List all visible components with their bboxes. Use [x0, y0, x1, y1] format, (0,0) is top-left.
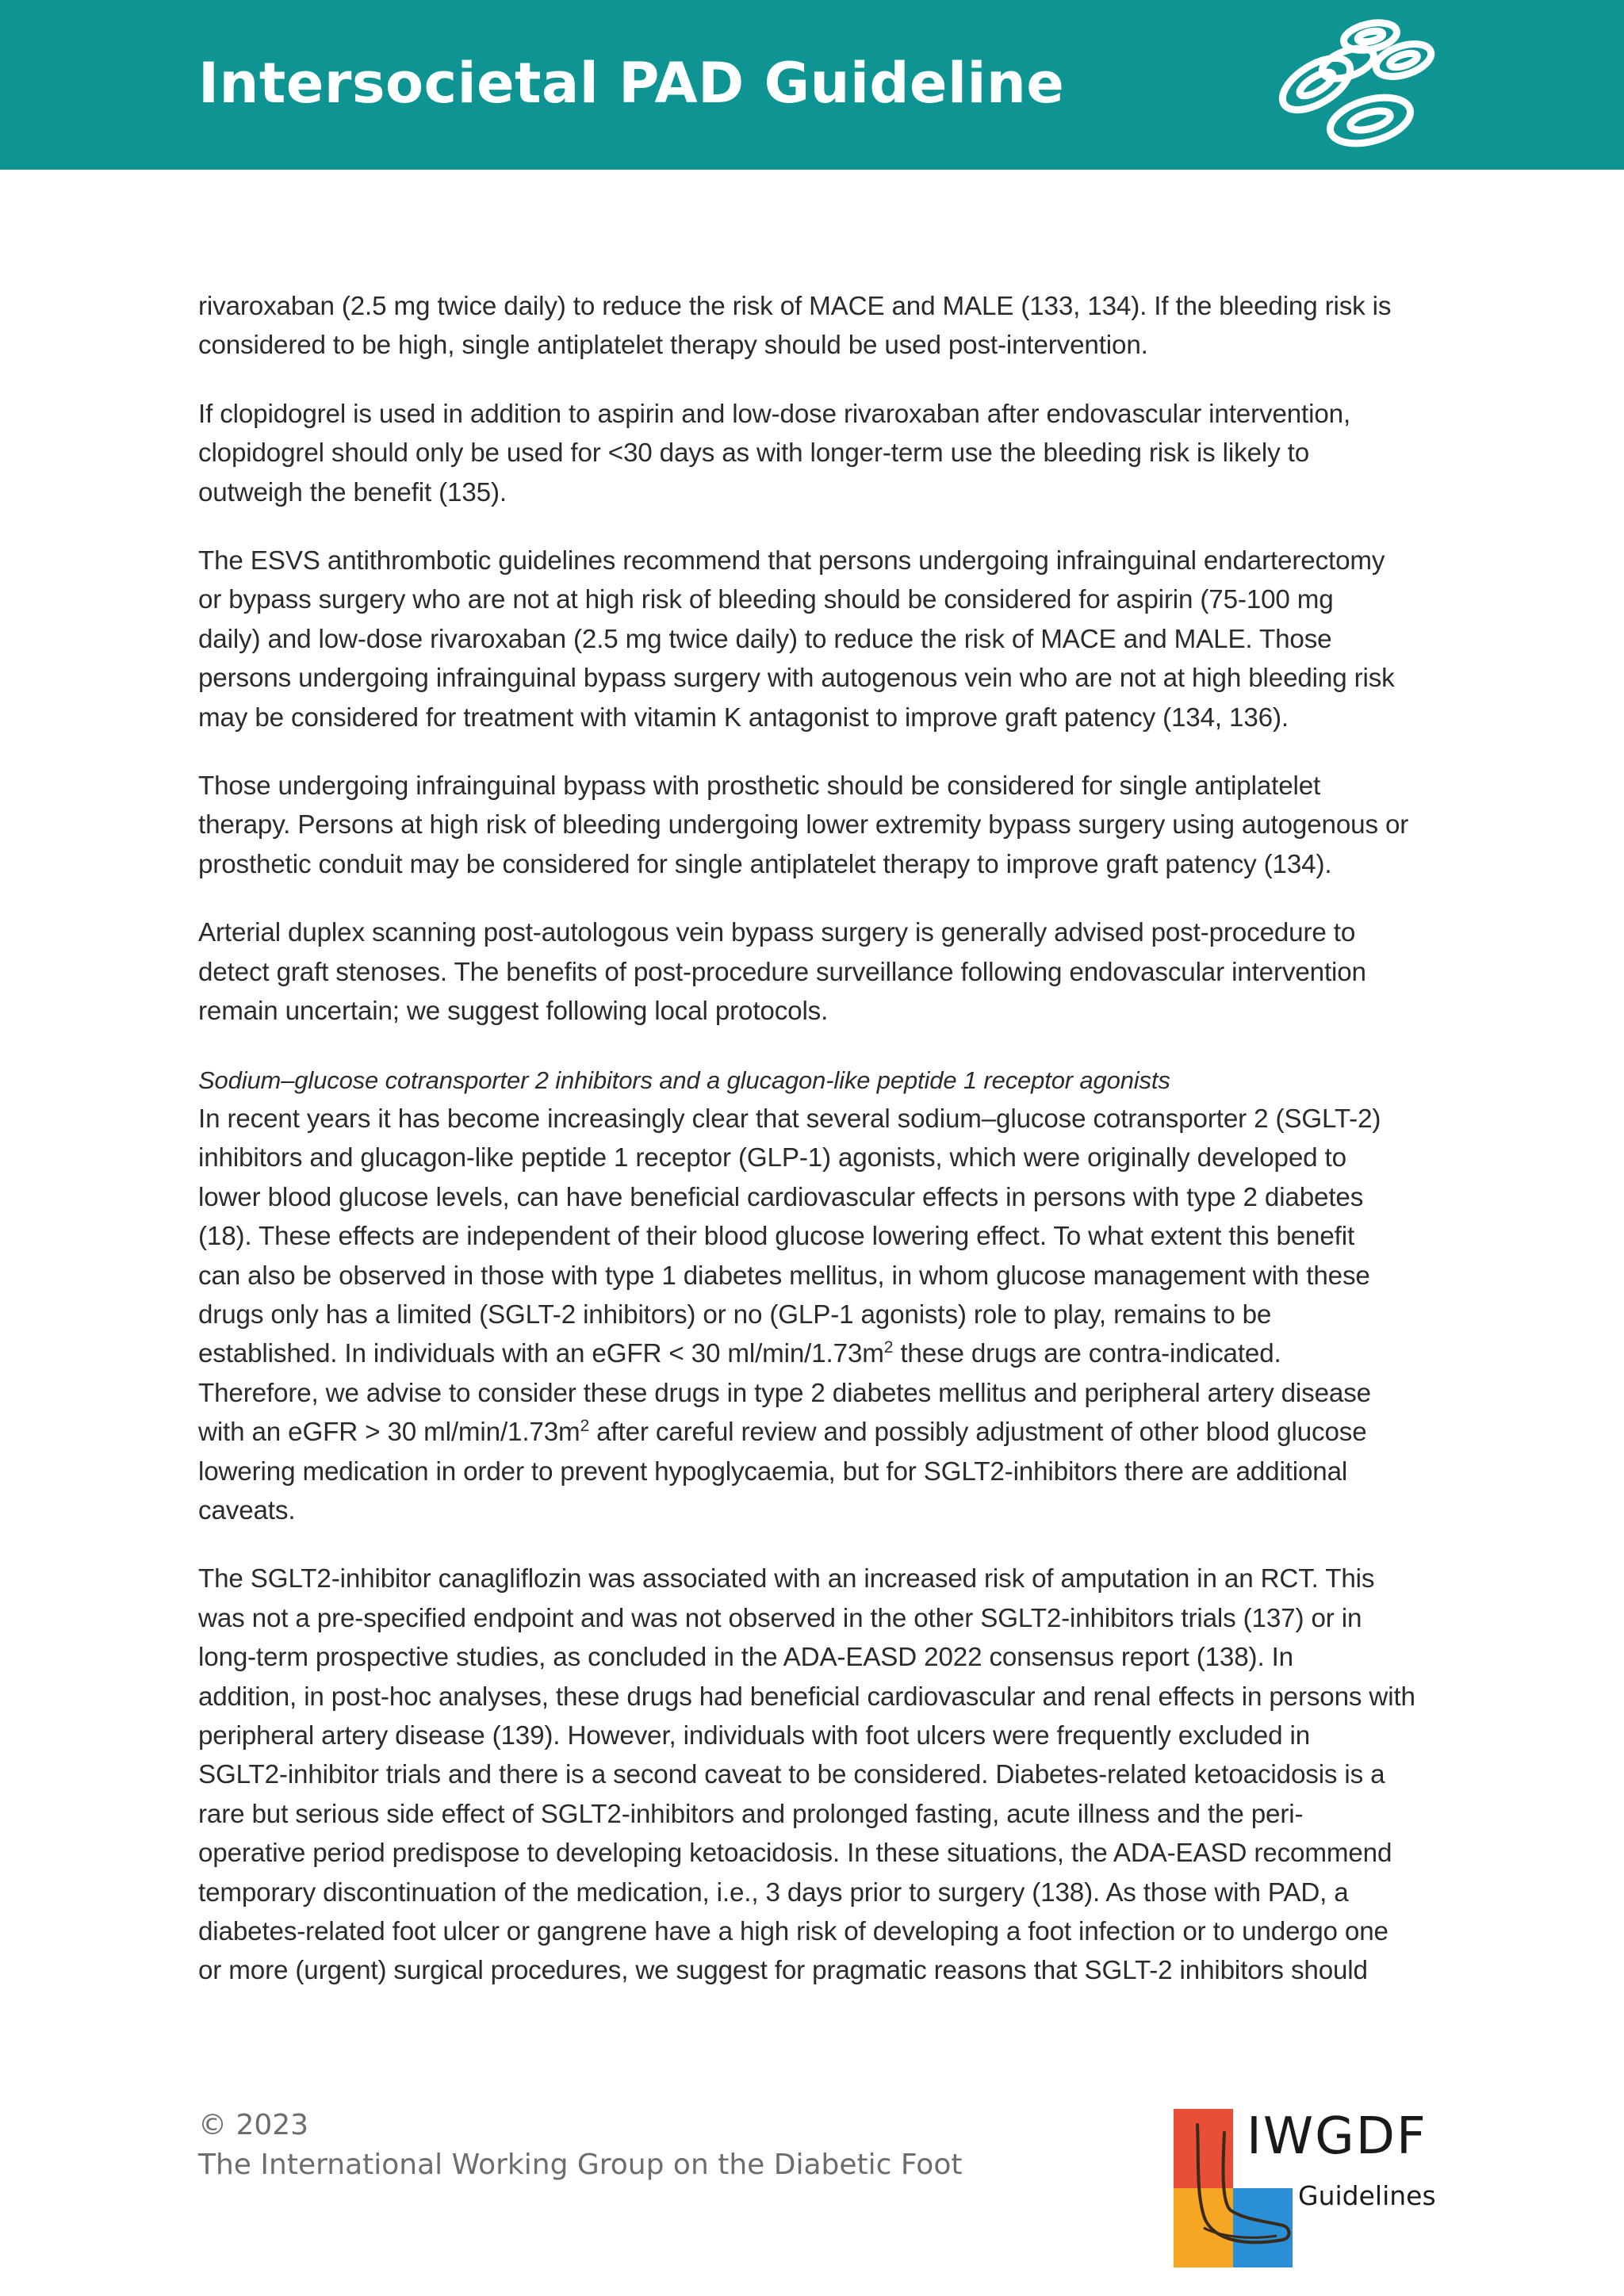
- text-line-egfr: [198, 1413, 1435, 1452]
- text-line: clopidogrel should only be used for <30 days as with longer-term use the bleeding risk is likely to: [198, 438, 1309, 469]
- text-line: remain uncertain; we suggest following local protocols.: [198, 997, 829, 1027]
- text-line: drugs only has a limited (SGLT-2 inhibitors) or no (GLP-1 agonists) role to play, remains to be: [198, 1299, 1272, 1330]
- text-line: was not a pre-specified endpoint and was not observed in the other SGLT2-inhibitors trials (137) or in: [198, 1603, 1362, 1633]
- paragraph: [198, 541, 1435, 737]
- text-line: outweigh the benefit (135).: [198, 477, 507, 507]
- text-line: prosthetic conduit may be considered for single antiplatelet therapy to improve graft patency (134).: [198, 849, 1332, 879]
- text-line: or more (urgent) surgical procedures, we suggest for pragmatic reasons that SGLT-2 inhibitors should: [198, 1956, 1368, 1986]
- sglt2-section: [198, 1061, 1435, 1531]
- text-line: Those undergoing infrainguinal bypass with prosthetic should be considered for single antiplatelet: [198, 771, 1321, 802]
- text-line: temporary discontinuation of the medication, i.e., 3 days prior to surgery (138). As those with PAD, a: [198, 1877, 1349, 1908]
- text-line: lowering medication in order to prevent hypoglycaemia, but for SGLT2-inhibitors there are additional: [198, 1456, 1348, 1487]
- text-line: (18). These effects are independent of their blood glucose lowering effect. To what extent this benefit: [198, 1222, 1355, 1252]
- text-line: Therefore, we advise to consider these drugs in type 2 diabetes mellitus and peripheral artery disease: [198, 1378, 1371, 1408]
- superscript: 2: [883, 1338, 894, 1357]
- text-line: Arterial duplex scanning post-autologous vein bypass surgery is generally advised post-procedure to: [198, 918, 1356, 948]
- iwgdf-logo-text: IWGDF: [1247, 2107, 1427, 2166]
- text-line: can also be observed in those with type 1 diabetes mellitus, in whom glucose management with these: [198, 1261, 1370, 1291]
- text-line: lower blood glucose levels, can have beneficial cardiovascular effects in persons with type 2 diabetes: [198, 1182, 1364, 1212]
- text-fragment: with an eGFR > 30 ml/min/1.73m: [198, 1418, 580, 1448]
- copyright: © 2023: [198, 2109, 309, 2141]
- text-line: diabetes-related foot ulcer or gangrene have a high risk of developing a foot infection or to undergo one: [198, 1917, 1388, 1947]
- paragraph: [198, 767, 1435, 884]
- paragraph: [198, 1559, 1435, 1990]
- paragraph: [198, 287, 1435, 365]
- text-line-egfr: [198, 1334, 1435, 1373]
- organization-name: The International Working Group on the Diabetic Foot: [198, 2149, 963, 2181]
- text-line: caveats.: [198, 1495, 296, 1525]
- footer-text: [198, 2106, 962, 2185]
- text-line: rare but serious side effect of SGLT2-inhibitors and prolonged fasting, acute illness and the peri-: [198, 1799, 1304, 1829]
- text-line: long-term prospective studies, as concluded in the ADA-EASD 2022 consensus report (138). In: [198, 1643, 1293, 1673]
- text-line: addition, in post-hoc analyses, these drugs had beneficial cardiovascular and renal effects in persons with: [198, 1682, 1415, 1712]
- text-line: If clopidogrel is used in addition to aspirin and low-dose rivaroxaban after endovascular intervention,: [198, 399, 1351, 429]
- paragraph: [198, 913, 1435, 1031]
- text-line: The SGLT2-inhibitor canagliflozin was associated with an increased risk of amputation in an RCT. This: [198, 1564, 1375, 1594]
- body-content: [198, 287, 1435, 2020]
- text-line: considered to be high, single antiplatelet therapy should be used post-intervention.: [198, 331, 1148, 361]
- text-fragment: these drugs are contra-indicated.: [893, 1339, 1281, 1369]
- text-line: daily) and low-dose rivaroxaban (2.5 mg twice daily) to reduce the risk of MACE and MALE. Those: [198, 624, 1332, 654]
- text-line: In recent years it has become increasingly clear that several sodium–glucose cotransporter 2 (SGLT-2): [198, 1104, 1381, 1134]
- text-line: operative period predispose to developing ketoacidosis. In these situations, the ADA-EASD recommend: [198, 1839, 1392, 1869]
- text-line: or bypass surgery who are not at high risk of bleeding should be considered for aspirin (75-100 mg: [198, 585, 1334, 615]
- text-line: persons undergoing infrainguinal bypass surgery with autogenous vein who are not at high bleeding risk: [198, 664, 1395, 694]
- blood-cells-icon: [1269, 19, 1435, 154]
- section-subheading: Sodium–glucose cotransporter 2 inhibitors and a glucagon-like peptide 1 receptor agonists: [198, 1066, 1170, 1094]
- text-fragment: after careful review and possibly adjustment of other blood glucose: [589, 1418, 1367, 1448]
- text-line: peripheral artery disease (139). However, individuals with foot ulcers were frequently excluded in: [198, 1721, 1311, 1751]
- text-line: detect graft stenoses. The benefits of post-procedure surveillance following endovascular intervention: [198, 957, 1366, 987]
- text-line: rivaroxaban (2.5 mg twice daily) to reduce the risk of MACE and MALE (133, 134). If the bleeding risk is: [198, 292, 1392, 321]
- superscript: 2: [580, 1417, 590, 1436]
- text-line: may be considered for treatment with vitamin K antagonist to improve graft patency (134, 136).: [198, 702, 1289, 733]
- text-fragment: established. In individuals with an eGFR < 30 ml/min/1.73m: [198, 1339, 884, 1369]
- text-line: inhibitors and glucagon-like peptide 1 receptor (GLP-1) agonists, which were originally developed to: [198, 1143, 1346, 1173]
- paragraph: [198, 395, 1435, 512]
- page-title: Intersocietal PAD Guideline: [198, 51, 1065, 116]
- text-line: The ESVS antithrombotic guidelines recommend that persons undergoing infrainguinal endarterectomy: [198, 546, 1385, 576]
- text-line: therapy. Persons at high risk of bleeding undergoing lower extremity bypass surgery using autogenous or: [198, 810, 1409, 840]
- guidelines-logo-text: Guidelines: [1298, 2180, 1436, 2211]
- text-line: SGLT2-inhibitor trials and there is a second caveat to be considered. Diabetes-related ketoacidosis is a: [198, 1760, 1385, 1790]
